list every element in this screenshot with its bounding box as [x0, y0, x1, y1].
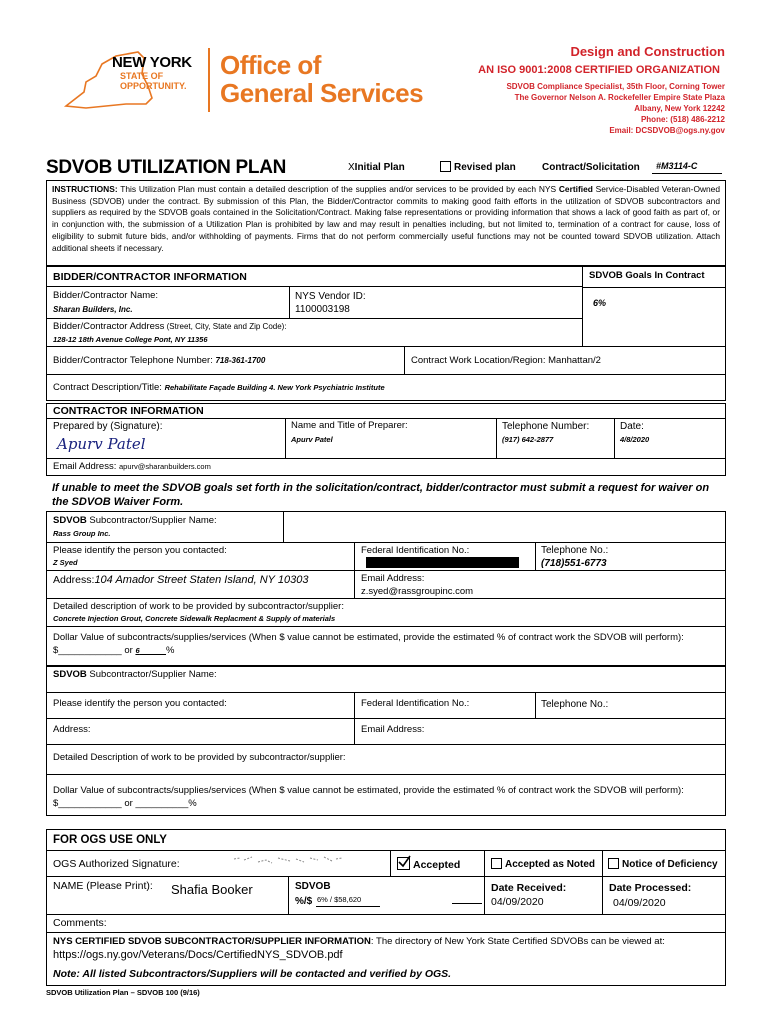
preparer-signature[interactable]: Apurv Patel — [57, 435, 146, 453]
date-processed-value[interactable]: 04/09/2020 — [613, 897, 666, 909]
date-received-label: Date Received: — [491, 882, 567, 894]
waiver-warning: If unable to meet the SDVOB goals set forth in the solicitation/contract, bidder/contractor must submit a request for waiver on the SDVOB Waiver Form. — [52, 482, 710, 508]
contractor-email-label: Email Address: — [53, 461, 117, 472]
sub1-contact-label: Please identify the person you contacted: — [53, 545, 227, 556]
ogs-logo-line1: Office of — [220, 50, 321, 80]
bidder-phone-label: Bidder/Contractor Telephone Number: — [53, 355, 213, 366]
initial-plan-mark: X — [348, 162, 355, 173]
initial-plan-option[interactable] — [348, 162, 405, 173]
sub2-email-label: Email Address: — [361, 724, 425, 735]
contractor-email-field — [50, 461, 214, 474]
sub1-email-label: Email Address: — [361, 573, 425, 584]
initial-plan-label: Initial Plan — [354, 162, 405, 173]
sub1-name-label: SDVOB Subcontractor/Supplier Name: — [53, 515, 217, 526]
sub1-address-label: Address: — [53, 574, 95, 586]
sub2-telephone-label: Telephone No.: — [541, 699, 609, 710]
accepted-noted-option[interactable] — [488, 857, 598, 872]
sdvob-pct-value[interactable]: 6% / $58,620 — [317, 895, 362, 904]
address-line-2: The Governor Nelson A. Rockefeller Empire State Plaza — [514, 93, 725, 102]
sub2-contact-label: Please identify the person you contacted: — [53, 698, 227, 709]
bidder-address-value[interactable]: 128-12 18th Avenue College Pont, NY 11356 — [53, 335, 208, 344]
sdvob-pct-label-1: SDVOB — [295, 881, 331, 892]
work-location-value[interactable]: Manhattan/2 — [548, 355, 601, 366]
accepted-label: Accepted — [413, 859, 461, 871]
address-line-3: Albany, New York 12242 — [634, 104, 725, 113]
sub1-address-value[interactable]: 104 Amador Street Staten Island, NY 10303 — [94, 574, 309, 586]
work-location-label: Contract Work Location/Region: — [411, 355, 546, 366]
date-processed-label: Date Processed: — [609, 882, 692, 894]
sdvob-pct-label-2: %/$ — [295, 896, 313, 907]
address-line-1: SDVOB Compliance Specialist, 35th Floor, Corning Tower — [506, 82, 725, 91]
contractor-telephone-value[interactable]: (917) 642-2877 — [502, 435, 554, 444]
ny-logo-line1: NEW YORK — [112, 54, 192, 71]
header-email: Email: DCSDVOB@ogs.ny.gov — [609, 126, 725, 135]
vendor-id-label: NYS Vendor ID: — [295, 291, 366, 302]
deficiency-checkbox[interactable] — [608, 858, 619, 869]
accepted-option[interactable] — [394, 856, 463, 872]
bidder-phone-value[interactable]: 718-361-1700 — [215, 356, 266, 365]
form-footer: SDVOB Utilization Plan – SDVOB 100 (9/16) — [46, 988, 200, 997]
revised-plan-option[interactable] — [440, 161, 516, 173]
ogs-logo-line2: General Services — [220, 78, 424, 108]
date-label: Date: — [620, 421, 644, 432]
instructions-label: INSTRUCTIONS: — [52, 184, 118, 194]
bidder-name-label: Bidder/Contractor Name: — [53, 290, 159, 301]
sdvob-directory-info: NYS CERTIFIED SDVOB SUBCONTRACTOR/SUPPLIER INFORMATION: The directory of New York State Certified SDVOBs can be viewed at: https://ogs.ny.gov/Veterans/Docs/CertifiedNYS_SDVOB.pdf — [53, 936, 665, 961]
comments-label: Comments: — [53, 917, 107, 929]
sub1-federal-id-label: Federal Identification No.: — [361, 545, 470, 556]
sub1-name-value[interactable]: Rass Group Inc. — [53, 529, 111, 538]
contractor-section-heading: CONTRACTOR INFORMATION — [53, 405, 204, 417]
sub2-dollar-field: Dollar Value of subcontracts/supplies/services (When $ value cannot be estimated, provide the estimated % of contract work the SDVOB will perform): $____________ or __________% — [53, 785, 684, 809]
contract-underline — [652, 173, 722, 174]
contractor-email-value[interactable]: apurv@sharanbuilders.com — [119, 462, 211, 471]
date-value[interactable]: 4/8/2020 — [620, 435, 650, 444]
accepted-checkbox[interactable] — [397, 857, 410, 870]
preparer-name-label: Name and Title of Preparer: — [291, 420, 408, 431]
bidder-name-value[interactable]: Sharan Builders, Inc. — [53, 305, 133, 314]
verification-note: Note: All listed Subcontractors/Suppliers will be contacted and verified by OGS. — [53, 968, 452, 980]
deficiency-label: Notice of Deficiency — [622, 859, 718, 870]
bidder-phone-field — [50, 355, 268, 368]
sub1-description-label: Detailed description of work to be provided by subcontractor/supplier: — [53, 601, 344, 612]
preparer-name-value[interactable]: Apurv Patel — [291, 435, 333, 444]
prepared-by-label: Prepared by (Signature): — [53, 421, 163, 432]
sub1-telephone-value[interactable]: (718)551-6773 — [541, 558, 607, 569]
sdvob-goals-value[interactable]: 6% — [593, 298, 607, 308]
accepted-noted-label: Accepted as Noted — [505, 859, 596, 870]
ogs-signature-scribble[interactable] — [232, 853, 344, 869]
sub2-dollar-blank[interactable]: ____________ — [58, 798, 122, 809]
sub1-percent-value[interactable]: 6 — [135, 646, 140, 655]
contract-solicitation-label: Contract/Solicitation — [542, 162, 640, 173]
sub2-percent-blank[interactable]: __________ — [135, 798, 189, 809]
sub1-address-field — [50, 573, 311, 588]
bidder-address-label: Bidder/Contractor Address (Street, City, State and Zip Code): — [53, 321, 287, 332]
logo-divider — [208, 48, 210, 112]
contract-solicitation-value[interactable]: #M3114-C — [656, 161, 698, 171]
date-received-value[interactable]: 04/09/2020 — [491, 896, 544, 908]
checkmark-icon — [397, 855, 411, 869]
sub2-name-label: SDVOB Subcontractor/Supplier Name: — [53, 669, 217, 680]
sub1-telephone-label: Telephone No.: — [541, 545, 609, 556]
ogs-name-value[interactable]: Shafia Booker — [171, 882, 253, 897]
ny-logo-line3: OPPORTUNITY. — [120, 81, 187, 91]
iso-certification: AN ISO 9001:2008 CERTIFIED ORGANIZATION — [478, 64, 720, 76]
contract-description-value[interactable]: Rehabilitate Façade Building 4. New York Psychiatric Institute — [164, 383, 385, 392]
sub2-address-label: Address: — [53, 724, 91, 735]
page-title: SDVOB UTILIZATION PLAN — [46, 157, 287, 178]
contract-description-label: Contract Description/Title: — [53, 382, 162, 393]
accepted-noted-checkbox[interactable] — [491, 858, 502, 869]
sdvob-directory-link[interactable]: https://ogs.ny.gov/Veterans/Docs/CertifiedNYS_SDVOB.pdf — [53, 948, 343, 961]
sub1-dollar-blank[interactable]: ____________ — [58, 645, 122, 656]
header-address — [506, 81, 725, 136]
sub1-description-value[interactable]: Concrete Injection Grout, Concrete Sidewalk Replacment & Supply of materials — [53, 614, 336, 623]
contract-description-field — [50, 382, 388, 395]
sub1-email-value[interactable]: z.syed@rassgroupinc.com — [361, 586, 474, 597]
ny-logo-line2: STATE OF — [120, 71, 164, 81]
vendor-id-value[interactable]: 1100003198 — [295, 304, 350, 315]
work-location-field — [408, 355, 604, 368]
revised-plan-checkbox[interactable] — [440, 161, 451, 172]
sub1-federal-id-redacted — [366, 557, 519, 568]
ogs-signature-label: OGS Authorized Signature: — [53, 858, 180, 870]
header-phone: Phone: (518) 486-2212 — [640, 115, 725, 124]
instructions-text: INSTRUCTIONS: This Utilization Plan must contain a detailed description of the supplies and/or services to be provided by each NYS Certified Service-Disabled Veteran-Owned Business (SDVOB) under the contract. By submission of this Plan, the Bidder/Contractor commits to making good faith efforts in the utilization of SDVOB subcontractors and suppliers as required by the SDVOB goals contained in the Solicitation/Contract. Making false representations or providing information that shows a lack of good faith as part of, or in conjunction with, the submission of a Utilization Plan is prohibited by law and may result in penalties including, but not limited to, termination of a contract for cause, loss of eligibility to submit future bids, and/or withholding of payments. Firms that do not perform commercially useful functions may not be counted toward SDVOB utilization. Attach additional sheets if necessary. — [52, 184, 720, 253]
bidder-section-heading: BIDDER/CONTRACTOR INFORMATION — [53, 271, 247, 283]
sub1-contact-value[interactable]: Z Syed — [53, 558, 78, 567]
contractor-telephone-label: Telephone Number: — [502, 421, 590, 432]
sub2-description-label: Detailed Description of work to be provided by subcontractor/supplier: — [53, 752, 346, 763]
sub2-federal-id-label: Federal Identification No.: — [361, 698, 470, 709]
ogs-name-label: NAME (Please Print): — [53, 880, 153, 892]
revised-plan-label: Revised plan — [454, 162, 516, 173]
department-name: Design and Construction — [570, 44, 725, 59]
sub1-dollar-field: Dollar Value of subcontracts/supplies/services (When $ value cannot be estimated, provide the estimated % of contract work the SDVOB will perform): $____________ or 6 % — [53, 632, 684, 656]
sdvob-goals-label: SDVOB Goals In Contract — [589, 270, 705, 281]
ogs-section-heading: FOR OGS USE ONLY — [53, 834, 167, 846]
deficiency-option[interactable] — [605, 857, 721, 872]
